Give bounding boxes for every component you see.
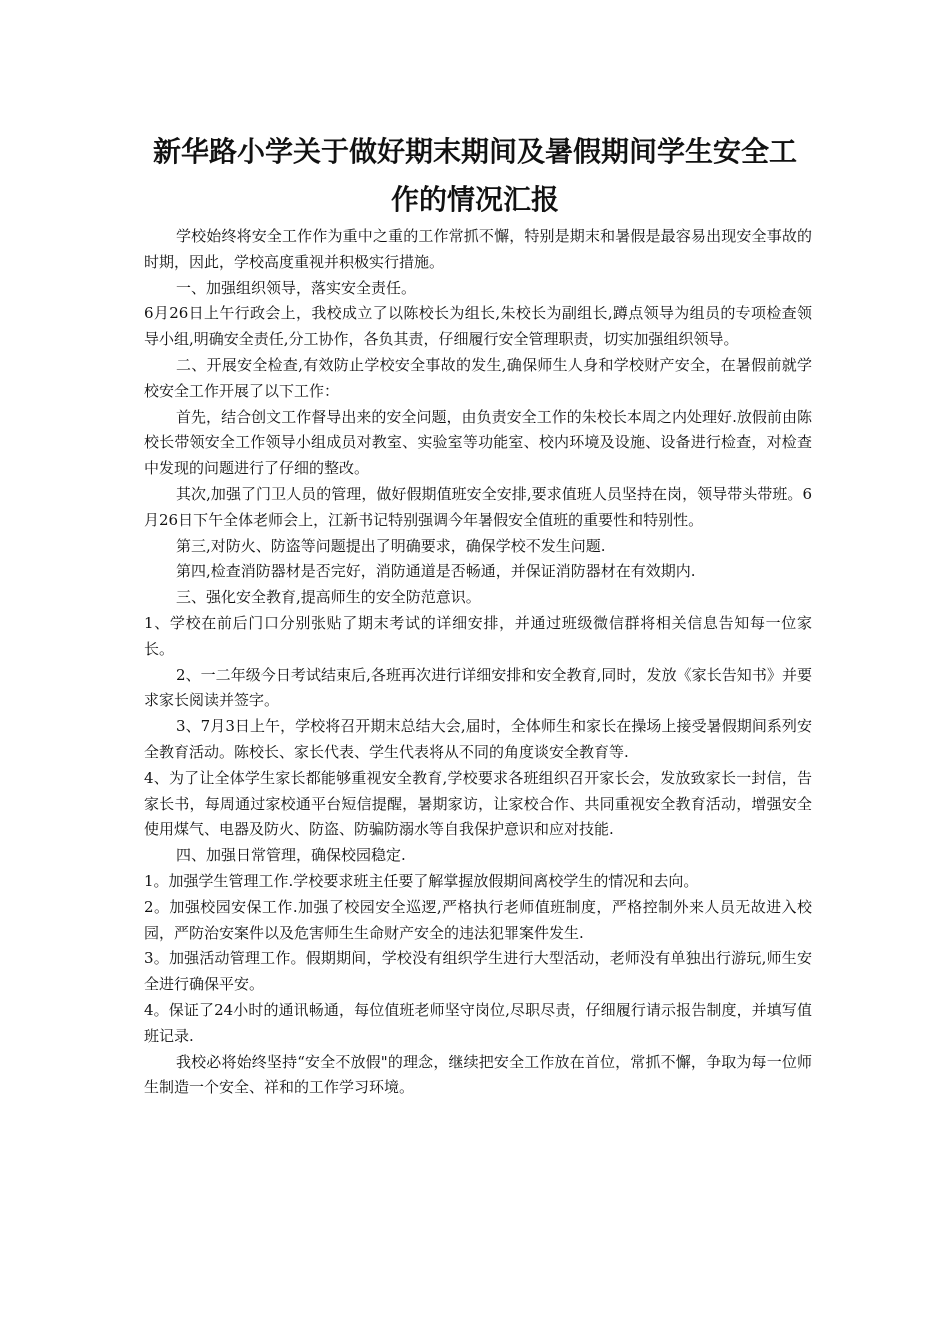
paragraph: 第三,对防火、防盗等问题提出了明确要求，确保学校不发生问题. (176, 536, 606, 555)
paragraph: 四、加强日常管理，确保校园稳定. (176, 846, 406, 865)
paragraph: 其次,加强了门卫人员的管理，做好假期值班安全安排,要求值班人员坚持在岗，领导带头带班。6月26日下午全体老师会上，江新书记特别强调今年暑假安全值班的重要性和特别性。 (144, 484, 812, 529)
paragraph: 一、加强组织领导，落实安全责任。 (176, 278, 417, 297)
paragraph: 第四,检查消防器材是否完好，消防通道是否畅通，并保证消防器材在有效期内. (176, 562, 696, 581)
paragraph: 2。加强校园安保工作.加强了校园安全巡逻,严格执行老师值班制度，严格控制外来人员无故进入校园，严防治安案件以及危害师生生命财产安全的违法犯罪案件发生. (144, 897, 812, 942)
paragraph: 1。加强学生管理工作.学校要求班主任要了解掌握放假期间离校学生的情况和去向。 (144, 871, 699, 890)
paragraph: 我校必将始终坚持“安全不放假"的理念，继续把安全工作放在首位，常抓不懈，争取为每一位师生制造一个安全、祥和的工作学习环境。 (144, 1052, 812, 1097)
title-line-1: 新华路小学关于做好期末期间及暑假期间学生安全工 (152, 135, 797, 168)
paragraph: 三、强化安全教育,提高师生的安全防范意识。 (176, 588, 481, 607)
document-body (144, 224, 812, 1101)
document-title (120, 128, 830, 224)
paragraph: 学校始终将安全工作作为重中之重的工作常抓不懈，特别是期末和暑假是最容易出现安全事故的时期，因此，学校高度重视并积极实行措施。 (144, 227, 812, 271)
paragraph: 4。保证了24小时的通讯畅通，每位值班老师坚守岗位,尽职尽责，仔细履行请示报告制度，并填写值班记录. (144, 1000, 812, 1045)
paragraph: 3。加强活动管理工作。假期期间，学校没有组织学生进行大型活动，老师没有单独出行游玩,师生安全进行确保平安。 (144, 949, 812, 994)
title-line-2: 作的情况汇报 (390, 183, 559, 216)
paragraph: 6月26日上午行政会上，我校成立了以陈校长为组长,朱校长为副组长,蹲点领导为组员的专项检查领导小组,明确安全责任,分工协作，各负其责，仔细履行安全管理职责，切实加强组织领导。 (144, 304, 812, 349)
paragraph: 1、学校在前后门口分别张贴了期末考试的详细安排，并通过班级微信群将相关信息告知每一位家长。 (144, 613, 812, 658)
paragraph: 3、7月3日上午，学校将召开期末总结大会,届时，全体师生和家长在操场上接受暑假期间系列安全教育活动。陈校长、家长代表、学生代表将从不同的角度谈安全教育等. (144, 717, 812, 761)
paragraph: 首先，结合创文工作督导出来的安全问题，由负责安全工作的朱校长本周之内处理好.放假前由陈校长带领安全工作领导小组成员对教室、实验室等功能室、校内环境及设施、设备进行检查，对检查中发现的问题进行了仔细的整改。 (144, 407, 812, 478)
paragraph: 二、开展安全检查,有效防止学校安全事故的发生,确保师生人身和学校财产安全，在暑假前就学校安全工作开展了以下工作： (144, 355, 812, 400)
paragraph: 2、一二年级今日考试结束后,各班再次进行详细安排和安全教育,同时，发放《家长告知书》并要求家长阅读并签字。 (144, 665, 812, 710)
paragraph: 4、为了让全体学生家长都能够重视安全教育,学校要求各班组织召开家长会，发放致家长一封信，告家长书，每周通过家校通平台短信提醒，暑期家访，让家校合作、共同重视安全教育活动，增强安全使用煤气、电器及防火、防盗、防骗防溺水等自我保护意识和应对技能. (144, 768, 812, 839)
